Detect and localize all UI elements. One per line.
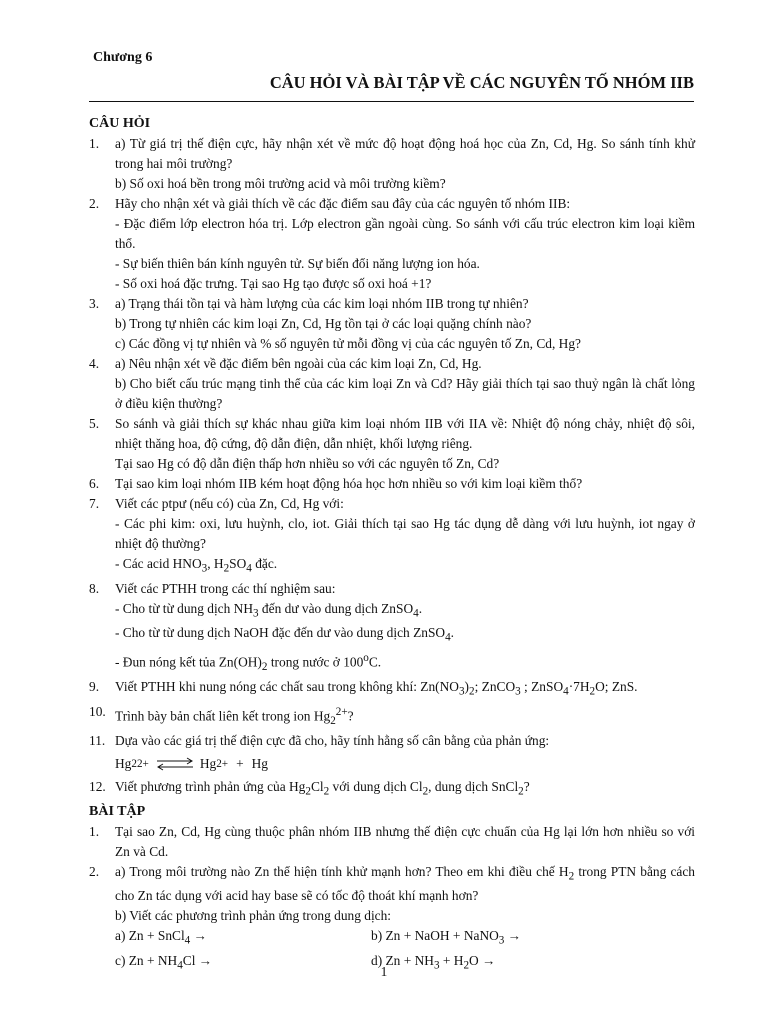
reaction-d: d) $Zn + NH_3 + H_2O$ → (371, 952, 496, 972)
section-heading-bai-tap: BÀI TẬP (89, 803, 146, 819)
question-1 (89, 134, 695, 194)
question-4 (89, 354, 695, 414)
question-text: a) Nêu nhận xét về đặc điểm bên ngoài của các kim loại Zn, Cd, Hg. (115, 356, 482, 371)
question-text: Tại sao kim loại nhóm IIB kém hoạt động hóa học hơn nhiều so với kim loại kiềm thổ? (115, 476, 583, 491)
question-text: So sánh và giải thích sự khác nhau giữa kim loại nhóm IIB với IIA về: Nhiệt độ nóng chảy, nhiệt độ sôi, nhiệt thăng hoa, độ cứng, độ dẫn điện, dẫn nhiệt, khối lượng riêng. (115, 416, 695, 451)
question-9 (89, 677, 695, 702)
question-text: Tại sao Hg có độ dẫn điện thấp hơn nhiều so với các nguyên tố Zn, Cd? (115, 456, 500, 471)
question-text: - Các phi kim: oxi, lưu huỳnh, clo, iot. Giải thích tại sao Hg tác dụng dễ dàng với lưu huỳnh, iot ngay ở nhiệt độ thường? (115, 516, 695, 551)
exercise-number: 2. (89, 863, 100, 879)
page-number: 1 (380, 964, 388, 979)
question-text: - Đặc điểm lớp electron hóa trị. Lớp electron gần ngoài cùng. So sánh với cấu trúc electron kim loại kiềm thổ. (115, 216, 695, 251)
question-2 (89, 194, 695, 294)
exercise-1 (89, 822, 695, 862)
question-text: b) Cho biết cấu trúc mạng tinh thể của các kim loại Zn và Cd? Hãy giải thích tại sao thuỷ ngân là chất lỏng ở điều kiện thường? (115, 376, 695, 411)
question-number: 12. (89, 778, 106, 794)
reaction-c: c) $Zn + NH_4Cl$ → (115, 952, 213, 972)
question-text: b) Trong tự nhiên các kim loại Zn, Cd, Hg tồn tại ở các loại quặng chính nào? (115, 316, 532, 331)
question-text: - Cho từ từ dung dịch NaOH đặc đến dư vào dung dịch ZnSO$_4$. (115, 625, 455, 645)
title-rule (89, 101, 694, 102)
question-number: 6. (89, 476, 100, 491)
question-number: 5. (89, 416, 100, 431)
question-text: Viết các PTHH trong các thí nghiệm sau: (115, 580, 336, 596)
page-title: CÂU HỎI VÀ BÀI TẬP VỀ CÁC NGUYÊN TỐ NHÓM IIB (269, 73, 694, 92)
question-text: - Các acid $HNO_3$, $H_2SO_4$ đặc. (115, 556, 278, 575)
question-text: a) Từ giá trị thế điện cực, hãy nhận xét về mức độ hoạt động hoá học của Zn, Cd, Hg. So sánh tính khử trong hai môi trường? (115, 136, 695, 171)
question-11 (89, 731, 695, 777)
question-12 (89, 777, 695, 802)
question-6 (89, 474, 695, 494)
exercise-number: 1. (89, 823, 100, 839)
question-number: 1. (89, 136, 100, 151)
reaction-b: b) Zn + NaOH + NaNO$_3$ → (371, 928, 522, 947)
exercise-2 (89, 862, 695, 976)
exercise-text: Tại sao Zn, Cd, Hg cùng thuộc phân nhóm IIB nhưng thế điện cực chuẩn của Hg lại lớn hơn nhiều so với Zn và Cd. (115, 823, 695, 859)
exercise-text: a) Trong môi trường nào Zn thể hiện tính khử mạnh hơn? Theo em khi điều chế $H_2$ trong PTN bằng cách cho Zn tác dụng với acid hay base sẽ có tốc độ thoát khí mạnh hơn? (115, 863, 695, 904)
equilibrium-equation: Hg 2 2+ Hg 2+ + Hg (115, 755, 269, 771)
section-heading-cau-hoi: CÂU HỎI (89, 116, 151, 131)
question-8 (89, 579, 695, 677)
question-text: - Số oxi hoá đặc trưng. Tại sao Hg tạo được số oxi hoá +1? (115, 276, 432, 291)
question-text: Dựa vào các giá trị thế điện cực đã cho, hãy tính hằng số cân bằng của phản ứng: (115, 732, 550, 748)
reaction-a: a) Zn + SnCl$_4$ → (115, 928, 207, 947)
question-number: 8. (89, 580, 100, 596)
question-text: b) Số oxi hoá bền trong môi trường acid và môi trường kiềm? (115, 176, 446, 191)
question-number: 9. (89, 679, 100, 695)
question-7 (89, 494, 695, 579)
question-text: c) Các đồng vị tự nhiên và % số nguyên tử mỗi đồng vị của các nguyên tố Zn, Cd, Hg? (115, 336, 581, 351)
question-text: a) Trạng thái tồn tại và hàm lượng của các kim loại nhóm IIB trong tự nhiên? (115, 296, 529, 311)
question-number: 7. (89, 496, 100, 511)
main-content (89, 114, 695, 976)
question-text: Hãy cho nhận xét và giải thích về các đặc điểm sau đây của các nguyên tố nhóm IIB: (115, 196, 571, 211)
question-text: - Sự biến thiên bán kính nguyên tử. Sự biến đổi năng lượng ion hóa. (115, 256, 480, 271)
question-text: Viết các ptpư (nếu có) của Zn, Cd, Hg với: (115, 496, 344, 511)
exercise-text: b) Viết các phương trình phản ứng trong dung dịch: (115, 908, 392, 924)
question-10 (89, 702, 695, 731)
question-number: 11. (89, 732, 106, 748)
question-number: 10. (89, 703, 106, 719)
question-number: 3. (89, 296, 100, 311)
chapter-label: Chương 6 (93, 50, 153, 65)
question-text: - Đun nóng kết tủa $Zn(OH)_2$ trong nước ở 100$^o$C. (115, 652, 382, 674)
question-number: 4. (89, 356, 100, 371)
question-3 (89, 294, 695, 354)
question-text: Trình bày bản chất liên kết trong ion $Hg_2^{2+}$? (115, 705, 354, 727)
question-number: 2. (89, 196, 100, 211)
question-text: Viết phương trình phản ứng của $Hg_2Cl_2$ với dung dịch $Cl_2$, dung dịch SnCl$_2$? (115, 778, 530, 798)
question-text: Viết PTHH khi nung nóng các chất sau trong không khí: $Zn(NO_3)_2$; ZnCO$_3$ ; $ZnSO_4\cdot 7H_2O$; ZnS. (115, 679, 638, 698)
question-5 (89, 414, 695, 474)
equilibrium-arrows-icon (156, 757, 194, 771)
question-text: - Cho từ từ dung dịch $NH_3$ đến dư vào dung dịch ZnSO$_4$. (115, 600, 423, 620)
